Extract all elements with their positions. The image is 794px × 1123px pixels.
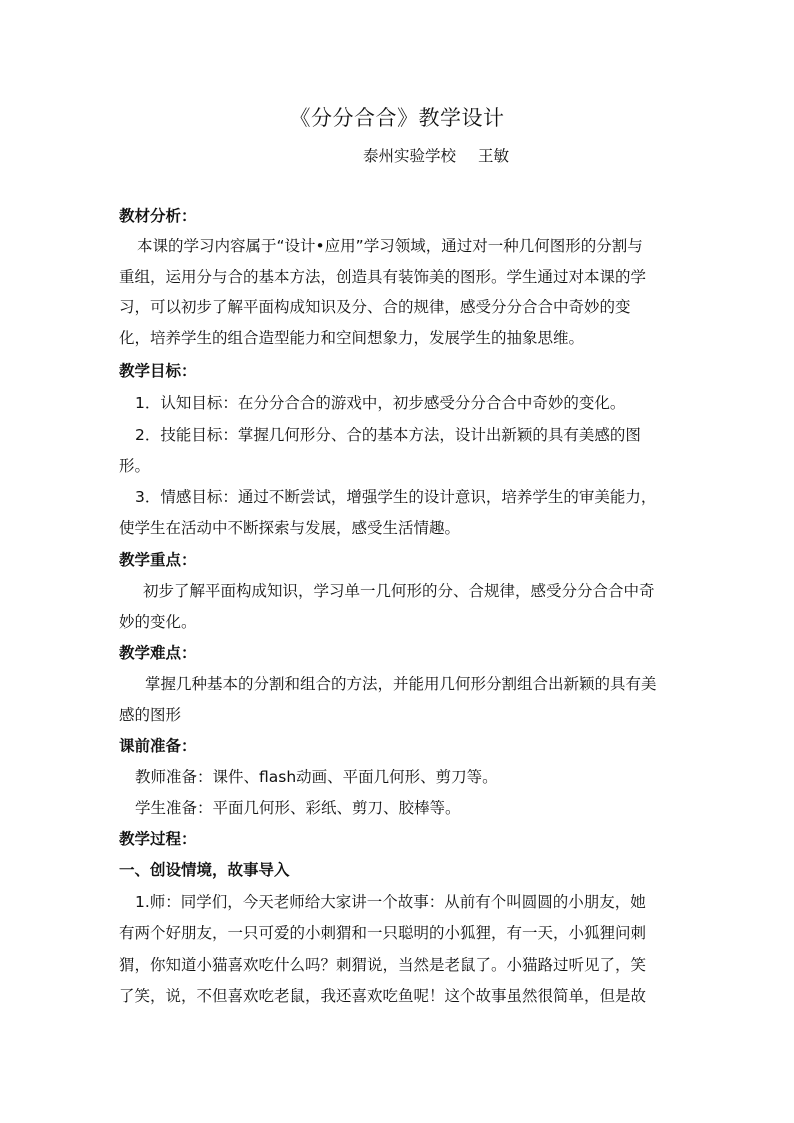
author-name: 王敏 — [478, 147, 510, 165]
body-line: 猬，你知道小猫喜欢吃什么吗？刺猬说，当然是老鼠了。小猫路过听见了，笑 — [119, 956, 647, 974]
body-line: 初步了解平面构成知识，学习单一几何形的分、合规律，感受分分合合中奇 — [143, 582, 655, 600]
section-heading: 教学过程： — [119, 830, 197, 848]
section-heading: 教材分析： — [119, 207, 197, 225]
section-heading: 教学难点： — [119, 644, 197, 662]
body-line: 感的图形 — [119, 706, 182, 724]
body-line: 教师准备：课件、flash动画、平面几何形、剪刀等。 — [135, 768, 498, 786]
body-line: 形。 — [119, 457, 151, 475]
body-line: 妙的变化。 — [119, 613, 197, 631]
section-heading: 教学目标： — [119, 362, 197, 380]
section-heading: 教学重点： — [119, 551, 197, 569]
author-school: 泰州实验学校 — [363, 147, 457, 165]
body-line: 有两个好朋友，一只可爱的小刺猬和一只聪明的小狐狸，有一天，小狐狸问刺 — [119, 924, 647, 942]
body-line: 本课的学习内容属于“设计•应用”学习领域，通过对一种几何图形的分割与 — [137, 237, 643, 255]
body-line: 习，可以初步了解平面构成知识及分、合的规律，感受分分合合中奇妙的变 — [119, 298, 631, 316]
body-line: 学生准备：平面几何形、彩纸、剪刀、胶棒等。 — [135, 799, 461, 817]
document-title: 《分分合合》教学设计 — [289, 106, 505, 130]
body-line: 掌握几种基本的分割和组合的方法，并能用几何形分割组合出新颖的具有美 — [145, 675, 657, 693]
body-line: 1．认知目标：在分分合合的游戏中，初步感受分分合合中奇妙的变化。 — [135, 394, 626, 412]
body-line: 使学生在活动中不断探索与发展，感受生活情趣。 — [119, 519, 461, 537]
body-line: 2．技能目标：掌握几何形分、合的基本方法，设计出新颖的具有美感的图 — [135, 426, 641, 444]
body-line: 了笑，说，不但喜欢吃老鼠，我还喜欢吃鱼呢！这个故事虽然很简单，但是故 — [119, 987, 647, 1005]
body-line: 3．情感目标：通过不断尝试，增强学生的设计意识，培养学生的审美能力， — [135, 488, 657, 506]
body-line: 重组，运用分与合的基本方法，创造具有装饰美的图形。学生通过对本课的学 — [119, 268, 647, 286]
body-line: 1.师：同学们，今天老师给大家讲一个故事：从前有个叫圆圆的小朋友，她 — [135, 893, 646, 911]
section-heading: 课前准备： — [119, 737, 197, 755]
author-line — [363, 143, 509, 169]
section-heading: 一、创设情境，故事导入 — [119, 861, 290, 879]
body-line: 化，培养学生的组合造型能力和空间想象力，发展学生的抽象思维。 — [119, 329, 585, 347]
